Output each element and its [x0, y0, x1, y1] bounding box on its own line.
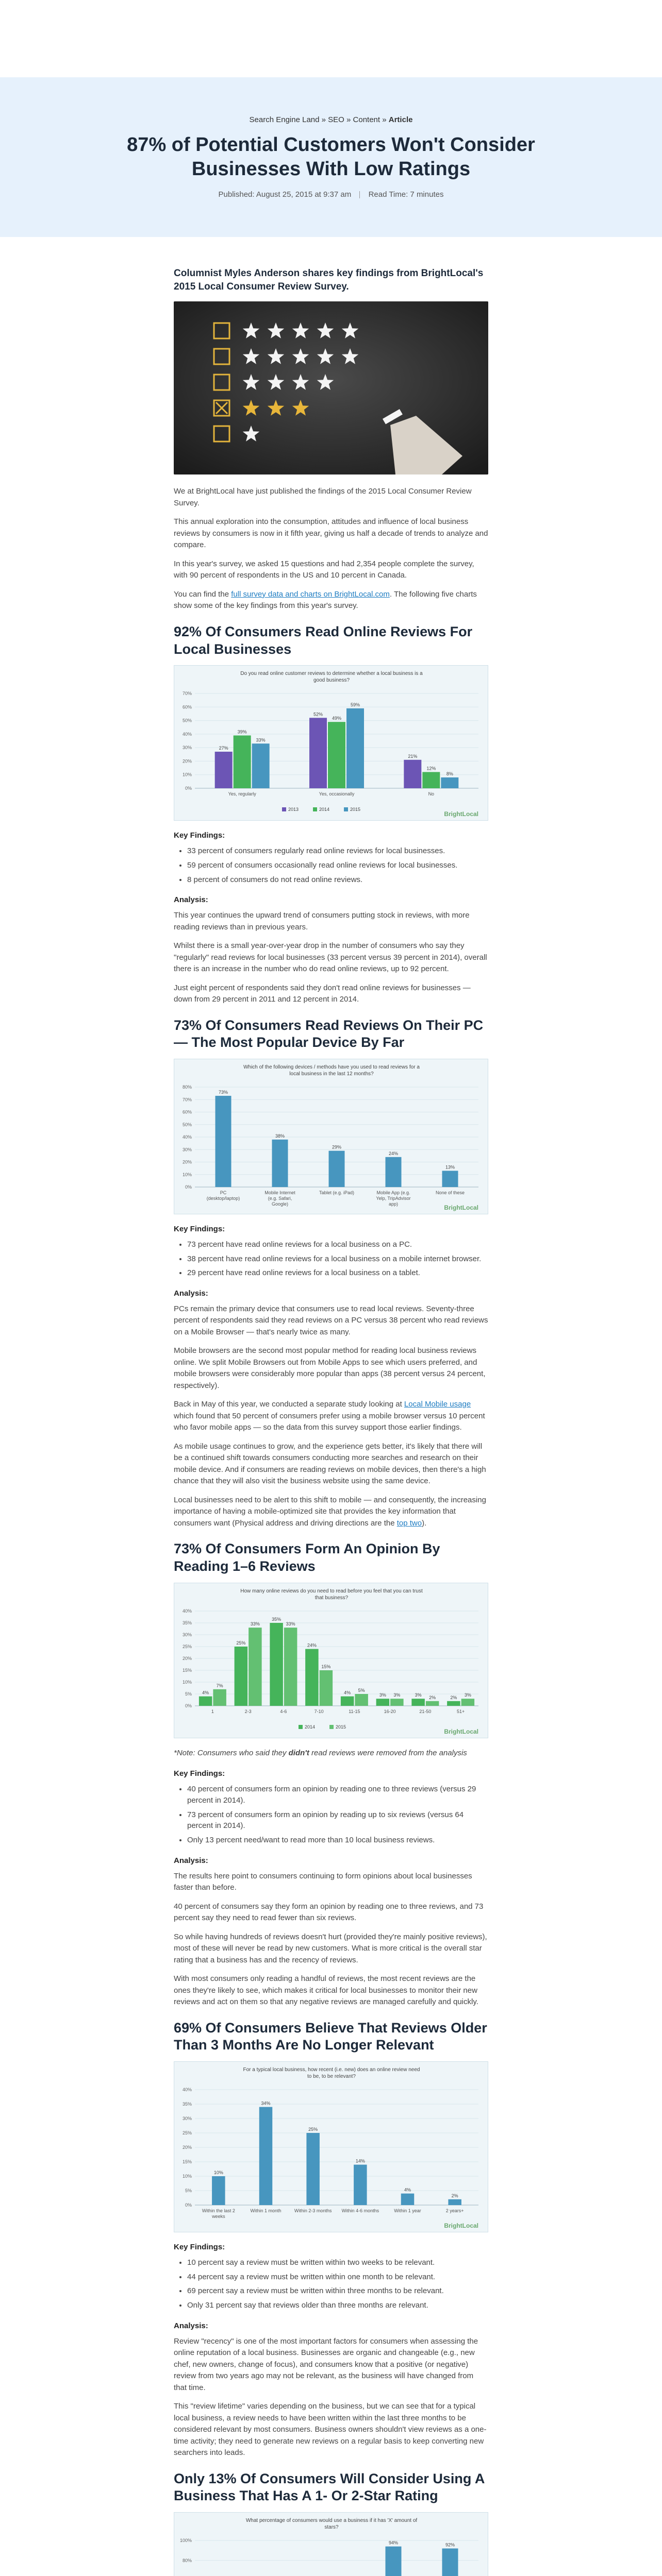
data-label: 5%: [358, 1687, 365, 1693]
analysis-paragraph: Mobile browsers are the second most popular method for reading local business reviews online. We split Mobile Browsers out from Mobile Apps to see which users preferred, and mobile browsers were considerably more popular than apps (38 percent versus 24 percent, respectively).: [174, 1346, 486, 1390]
y-tick-label: 10%: [182, 772, 192, 777]
analysis-paragraph: Whilst there is a small year-over-year drop in the number of consumers who say they "regularly" read reviews for local businesses (33 percent versus 39 percent in 2014), overall there is an increase in the number who do read online reviews, up to 92 percent.: [174, 941, 487, 974]
legend-label: 2014: [305, 1724, 316, 1730]
chart-note: [174, 1748, 488, 1759]
article-body: [174, 237, 488, 2576]
data-label: 8%: [446, 771, 453, 777]
data-label: 35%: [272, 1616, 282, 1622]
data-label: 4%: [344, 1690, 351, 1696]
x-tick-label: Mobile App (e.g.: [376, 1190, 410, 1196]
data-label: 33%: [286, 1621, 295, 1626]
x-tick-label: Within 2-3 months: [294, 2208, 332, 2214]
chart-title: stars?: [324, 2524, 339, 2531]
y-tick-label: 40%: [182, 2087, 192, 2093]
list-item: • 73 percent have read online reviews for a local business on a PC.: [187, 1239, 488, 1250]
bar: [213, 1689, 226, 1706]
findings-list: [187, 1784, 488, 1846]
data-label: 29%: [332, 1144, 342, 1150]
bar: [447, 1701, 460, 1706]
bar: [355, 1694, 368, 1706]
y-tick-label: 25%: [182, 1643, 192, 1649]
chart-review-recency: [174, 2061, 488, 2232]
y-tick-label: 80%: [182, 2557, 192, 2563]
data-label: 39%: [237, 729, 247, 735]
article-lede: Columnist Myles Anderson shares key findings from BrightLocal's 2015 Local Consumer Review Survey.: [174, 268, 484, 292]
x-tick-label: Within the last 2: [202, 2208, 235, 2214]
bar: [328, 722, 345, 788]
brightlocal-logo: BrightLocal: [444, 810, 478, 818]
data-label: 15%: [321, 1664, 331, 1669]
text-run: Back in May of this year, we conducted a separate study looking at: [174, 1400, 404, 1409]
x-tick-label: Within 1 month: [250, 2208, 282, 2214]
bar: [320, 1670, 333, 1706]
intro-paragraph-3: In this year's survey, we asked 15 questions and had 2,354 people complete the survey, with 90 percent of respondents in the US and 10 percent in Canada.: [174, 559, 474, 580]
list-item: • 8 percent of consumers do not read online reviews.: [187, 874, 488, 886]
bar: [422, 772, 440, 789]
x-tick-label: app): [388, 1201, 399, 1207]
x-tick-label: Yelp, TripAdvisor: [376, 1196, 411, 1201]
chart-title: good business?: [313, 677, 350, 684]
key-findings-heading: Key Findings:: [174, 1769, 225, 1778]
list-item: • Only 31 percent say that reviews older than three months are relevant.: [187, 2300, 488, 2311]
key-findings-heading: Key Findings:: [174, 1225, 225, 1234]
legend-label: 2013: [288, 807, 299, 812]
bar: [252, 744, 270, 789]
bar: [386, 1157, 402, 1187]
x-tick-label: weeks: [212, 2214, 225, 2219]
analysis-paragraph: This "review lifetime" varies depending on the business, but we can see that for a typical local business, a review needs to have been written within the last three months to be considered relevant by most consumers. Business owners shouldn't view reviews as a one-time activity; they need to generate new reviews on a regular basis to keep converting new searchers into leads.: [174, 2402, 487, 2458]
key-findings-heading: Key Findings:: [174, 831, 225, 840]
chart-svg: [174, 666, 489, 820]
chart-read-reviews: [174, 665, 488, 821]
intro-link-suffix: . The following five charts show some of the key findings from this year's survey.: [174, 589, 477, 611]
y-tick-label: 30%: [182, 2116, 192, 2122]
x-tick-label: Within 1 year: [394, 2208, 421, 2214]
data-label: 73%: [218, 1090, 228, 1095]
y-tick-label: 20%: [182, 758, 192, 764]
y-tick-label: 20%: [182, 2145, 192, 2150]
brightlocal-logo: BrightLocal: [444, 1727, 478, 1735]
y-tick-label: 35%: [182, 1620, 192, 1625]
bar: [442, 1171, 458, 1188]
chart-svg: [174, 2062, 489, 2232]
analysis-paragraph: As mobile usage continues to grow, and the experience gets better, it's likely that there will be a continued shift towards consumers conducting more searches and research on their mobile device. And if consumers are reading reviews on mobile devices, then there's a high chance that they will also visit the business website using the same device.: [174, 1442, 486, 1486]
y-tick-label: 20%: [182, 1159, 192, 1165]
analysis-paragraph: Just eight percent of respondents said they don't read online reviews for businesses — down from 29 percent in 2011 and 12 percent in 2014.: [174, 983, 471, 1004]
chart-svg: [174, 1059, 489, 1214]
read-time: Read Time: 7 minutes: [368, 190, 444, 199]
data-label: 49%: [332, 716, 342, 721]
x-tick-label: (desktop/laptop): [206, 1196, 240, 1201]
list-item: • 29 percent have read online reviews for a local business on a tablet.: [187, 1267, 488, 1279]
data-label: 25%: [308, 2127, 318, 2132]
x-tick-label: PC: [220, 1190, 227, 1196]
section-1-heading: 92% Of Consumers Read Online Reviews For Local Businesses: [174, 623, 473, 657]
x-tick-label: (e.g. Safari,: [268, 1196, 292, 1201]
list-item: • Only 13 percent need/want to read more than 10 local business reviews.: [187, 1835, 488, 1846]
bar: [354, 2165, 367, 2205]
list-item: • 40 percent of consumers form an opinion by reading one to three reviews (versus 29 percent in 2014).: [187, 1784, 488, 1806]
data-label: 3%: [379, 1692, 386, 1698]
findings-list: [187, 845, 488, 885]
list-item: • 69 percent say a review must be written within three months to be relevant.: [187, 2285, 488, 2297]
text-run: which found that 50 percent of consumers prefer using a mobile browser versus 10 percent who favor mobile apps — so the data from this survey support those earlier findings.: [174, 1411, 485, 1432]
analysis-heading: Analysis:: [174, 895, 208, 905]
y-tick-label: 35%: [182, 2102, 192, 2107]
chart-svg: [174, 2513, 489, 2576]
bar: [249, 1628, 262, 1706]
data-label: 52%: [313, 711, 323, 717]
section-4-heading: 69% Of Consumers Believe That Reviews Older Than 3 Months Are No Longer Relevant: [174, 2020, 487, 2053]
chart-title: Which of the following devices / methods have you used to read reviews for a: [243, 1064, 420, 1071]
bar: [401, 2194, 415, 2205]
intro-paragraph-2: This annual exploration into the consumption, attitudes and influence of local business reviews by consumers is now in it fifth year, giving us half a decade of trends to analyze and compare.: [174, 517, 488, 550]
y-tick-label: 0%: [185, 1703, 192, 1708]
y-tick-label: 70%: [182, 691, 192, 697]
data-label: 14%: [355, 2158, 365, 2164]
analysis-paragraph: This year continues the upward trend of consumers putting stock in reviews, with more reading reviews than in previous years.: [174, 911, 470, 931]
y-tick-label: 50%: [182, 718, 192, 723]
intro-link-prefix: You can find the: [174, 589, 231, 599]
top-spacer: [0, 0, 662, 77]
bar: [329, 1151, 345, 1187]
y-tick-label: 10%: [182, 1172, 192, 1177]
x-tick-label: 11-15: [349, 1708, 360, 1714]
data-label: 34%: [261, 2100, 271, 2106]
local-mobile-usage-link[interactable]: Local Mobile usage: [404, 1400, 471, 1409]
section-2-heading: 73% Of Consumers Read Reviews On Their PC — The Most Popular Device By Far: [174, 1017, 484, 1050]
y-tick-label: 15%: [182, 2159, 192, 2165]
list-item: • 44 percent say a review must be written within one month to be relevant.: [187, 2272, 488, 2283]
x-tick-label: Google): [271, 1201, 289, 1207]
article-header: [0, 77, 662, 237]
data-label: 2%: [450, 1694, 457, 1700]
legend-swatch: [329, 1725, 334, 1729]
data-label: 27%: [219, 745, 228, 751]
analysis-heading: Analysis:: [174, 1856, 208, 1865]
bar: [376, 1699, 390, 1706]
bar: [309, 718, 327, 789]
key-findings-heading: Key Findings:: [174, 2243, 225, 2252]
chart-title: What percentage of consumers would use a business if it has 'X' amount of: [245, 2518, 418, 2524]
bar: [270, 1623, 283, 1706]
x-tick-label: 2-3: [244, 1708, 252, 1714]
bar: [199, 1696, 212, 1705]
x-tick-label: 4-6: [280, 1708, 287, 1714]
analysis-heading: Analysis:: [174, 1289, 208, 1298]
analysis-paragraph: So while having hundreds of reviews doesn't hurt (provided they're mainly positive reviews), most of these will never be read by new customers. What is more critical is the overall star rating that a business has and the recency of reviews.: [174, 1932, 487, 1964]
y-tick-label: 5%: [185, 1691, 192, 1697]
x-tick-label: 2 years+: [445, 2208, 464, 2214]
survey-data-link[interactable]: full survey data and charts on BrightLocal.com: [231, 589, 390, 599]
x-tick-label: 7-10: [314, 1708, 324, 1714]
data-label: 3%: [393, 1692, 401, 1698]
bar: [305, 1649, 319, 1705]
data-label: 24%: [388, 1150, 399, 1156]
bar: [442, 2549, 458, 2576]
y-tick-label: 10%: [182, 2174, 192, 2179]
x-tick-label: 21-50: [419, 1708, 432, 1714]
bar: [411, 1699, 425, 1706]
findings-list: [187, 2257, 488, 2311]
y-tick-label: 60%: [182, 1109, 192, 1115]
chart-title: local business in the last 12 months?: [289, 1071, 374, 1077]
y-tick-label: 30%: [182, 1147, 192, 1153]
y-tick-label: 25%: [182, 2130, 192, 2136]
analysis-paragraph: With most consumers only reading a handful of reviews, the most recent reviews are the ones they're likely to see, which makes it critical for local businesses to monitor their new reviews and act on them so that any negative reviews are managed carefully and quickly.: [174, 1974, 478, 2007]
chart-svg: [174, 1583, 489, 1738]
article-meta: [219, 189, 444, 200]
data-label: 21%: [408, 754, 418, 759]
data-label: 4%: [404, 2187, 411, 2193]
text-run: didn't: [288, 1748, 309, 1757]
breadcrumb-content[interactable]: Content: [353, 115, 380, 124]
legend-label: 2014: [319, 807, 330, 812]
page-title: 87% of Potential Customers Won't Consider Businesses With Low Ratings: [127, 133, 535, 180]
bar: [426, 1701, 439, 1706]
x-tick-label: 16-20: [384, 1708, 396, 1714]
bar: [346, 708, 364, 788]
list-item: • 73 percent of consumers form an opinion by reading up to six reviews (versus 64 percent in 2014).: [187, 1809, 488, 1832]
y-tick-label: 70%: [182, 1097, 192, 1103]
findings-list: [187, 1239, 488, 1279]
data-label: 94%: [388, 2540, 399, 2546]
y-tick-label: 30%: [182, 1632, 192, 1637]
list-item: • 38 percent have read online reviews for a local business on a mobile internet browser.: [187, 1253, 488, 1265]
list-item: • 59 percent of consumers occasionally read online reviews for local businesses.: [187, 860, 488, 871]
chart-star-rating: [174, 2512, 488, 2576]
y-tick-label: 60%: [182, 704, 192, 710]
chart-title: How many online reviews do you need to read before you feel that you can trust: [240, 1588, 423, 1594]
y-tick-label: 40%: [182, 1608, 192, 1614]
breadcrumb-seo[interactable]: SEO: [328, 115, 344, 124]
bar: [235, 1647, 248, 1706]
y-tick-label: 100%: [179, 2538, 192, 2544]
chart-reviews-needed: [174, 1583, 488, 1738]
bar: [341, 1696, 354, 1705]
data-label: 25%: [236, 1640, 246, 1646]
breadcrumb-search-engine-land[interactable]: Search Engine Land: [249, 115, 320, 124]
analysis-paragraph: [174, 1495, 488, 1530]
data-label: 92%: [445, 2542, 455, 2548]
data-label: 33%: [256, 737, 266, 743]
bar: [216, 1096, 231, 1187]
brightlocal-logo: BrightLocal: [444, 2222, 478, 2230]
bar: [448, 2199, 461, 2205]
legend-label: 2015: [350, 807, 361, 812]
x-tick-label: Mobile Internet: [264, 1190, 295, 1196]
chart-title: that business?: [315, 1595, 349, 1601]
bar: [212, 2176, 225, 2205]
x-tick-label: 51+: [456, 1708, 465, 1714]
data-label: 3%: [464, 1692, 471, 1698]
bar: [441, 777, 458, 788]
y-tick-label: 50%: [182, 1122, 192, 1127]
legend-swatch: [313, 807, 317, 811]
data-label: 3%: [415, 1692, 422, 1698]
legend-swatch: [282, 807, 286, 811]
intro-paragraph-4: [174, 589, 488, 612]
data-label: 59%: [350, 702, 360, 708]
data-label: 4%: [202, 1690, 209, 1696]
legend-swatch: [299, 1725, 303, 1729]
brightlocal-logo: BrightLocal: [444, 1204, 478, 1212]
chart-title: Do you read online customer reviews to determine whether a local business is a: [240, 671, 423, 677]
list-item: • 10 percent say a review must be written within two weeks to be relevant.: [187, 2257, 488, 2268]
bar: [390, 1699, 404, 1706]
x-tick-label: 1: [211, 1708, 214, 1714]
chart-title: For a typical local business, how recent (i.e. new) does an online review need: [243, 2067, 420, 2073]
text-run: *Note: Consumers who said they: [174, 1748, 289, 1757]
data-label: 10%: [213, 2170, 223, 2176]
x-tick-label: None of these: [435, 1190, 465, 1196]
analysis-paragraph: [174, 1399, 488, 1434]
y-tick-label: 20%: [182, 1655, 192, 1661]
data-label: 13%: [445, 1164, 455, 1170]
meta-divider: [359, 191, 360, 198]
y-tick-label: 0%: [185, 2202, 192, 2208]
bar: [284, 1628, 297, 1706]
top-two-link[interactable]: top two: [396, 1518, 422, 1528]
y-tick-label: 40%: [182, 732, 192, 737]
analysis-paragraph: 40 percent of consumers say they form an opinion by reading one to three reviews, and 73 percent say they need to read fewer than six reviews.: [174, 1902, 484, 1923]
y-tick-label: 5%: [185, 2188, 192, 2194]
bar: [306, 2133, 320, 2205]
text-run: ).: [422, 1518, 427, 1528]
x-tick-label: Yes, regularly: [228, 791, 256, 797]
data-label: 33%: [250, 1621, 260, 1626]
y-tick-label: 10%: [182, 1679, 192, 1685]
analysis-heading: Analysis:: [174, 2321, 208, 2330]
published-date: Published: August 25, 2015 at 9:37 am: [218, 190, 352, 199]
bar: [461, 1699, 475, 1706]
y-tick-label: 0%: [185, 1184, 192, 1190]
data-label: 38%: [275, 1133, 285, 1139]
bar: [215, 752, 233, 788]
bar: [272, 1140, 288, 1187]
intro-paragraph-1: We at BrightLocal have just published the findings of the 2015 Local Consumer Review Survey.: [174, 487, 472, 507]
y-tick-label: 30%: [182, 745, 192, 751]
y-tick-label: 0%: [185, 786, 192, 791]
breadcrumb-current: Article: [388, 115, 413, 124]
chart-title: to be, to be relevant?: [307, 2074, 356, 2080]
x-tick-label: Tablet (e.g. iPad): [319, 1190, 355, 1196]
data-label: 12%: [426, 766, 436, 771]
data-label: 24%: [307, 1642, 317, 1648]
analysis-paragraph: Review "recency" is one of the most important factors for consumers when assessing the online reputation of a local business. Businesses are organic and changeable (e.g., new chef, new owners, change of focus), and consumers know that a positive (or negative) review from two years ago may not be relevant, as the business will have changed from that time.: [174, 2336, 478, 2392]
section-3-heading: 73% Of Consumers Form An Opinion By Reading 1–6 Reviews: [174, 1541, 440, 1574]
y-tick-label: 15%: [182, 1667, 192, 1673]
data-label: 7%: [216, 1683, 223, 1688]
legend-swatch: [344, 807, 348, 811]
data-label: 2%: [451, 2193, 458, 2198]
breadcrumb: Search Engine Land » SEO » Content » Article: [249, 115, 413, 124]
analysis-paragraph: PCs remain the primary device that consumers use to read local reviews. Seventy-three percent of respondents said they read reviews on a PC versus 38 percent who read reviews on a Mobile Browser — that's nearly twice as many.: [174, 1304, 488, 1336]
list-item: • 33 percent of consumers regularly read online reviews for local businesses.: [187, 845, 488, 857]
text-run: Local businesses need to be alert to this shift to mobile — and consequently, the increasing importance of having a mobile-optimized site that provides the key information that consumers want (Physical address and driving directions are the: [174, 1495, 486, 1528]
data-label: 2%: [429, 1694, 436, 1700]
bar: [404, 760, 421, 788]
stars-checklist-image: [174, 301, 488, 474]
section-5-heading: Only 13% Of Consumers Will Consider Using A Business That Has A 1- Or 2-Star Rating: [174, 2470, 485, 2504]
legend-label: 2015: [336, 1724, 346, 1730]
x-tick-label: Within 4-6 months: [341, 2208, 379, 2214]
x-tick-label: Yes, occasionally: [319, 791, 355, 797]
bar: [234, 736, 251, 789]
bar: [386, 2547, 402, 2576]
y-tick-label: 80%: [182, 1084, 192, 1090]
text-run: read reviews were removed from the analysis: [309, 1748, 467, 1757]
analysis-paragraph: The results here point to consumers continuing to form opinions about local businesses faster than before.: [174, 1871, 472, 1892]
x-tick-label: No: [428, 791, 435, 797]
y-tick-label: 40%: [182, 1134, 192, 1140]
chart-devices: [174, 1059, 488, 1214]
bar: [259, 2107, 273, 2205]
